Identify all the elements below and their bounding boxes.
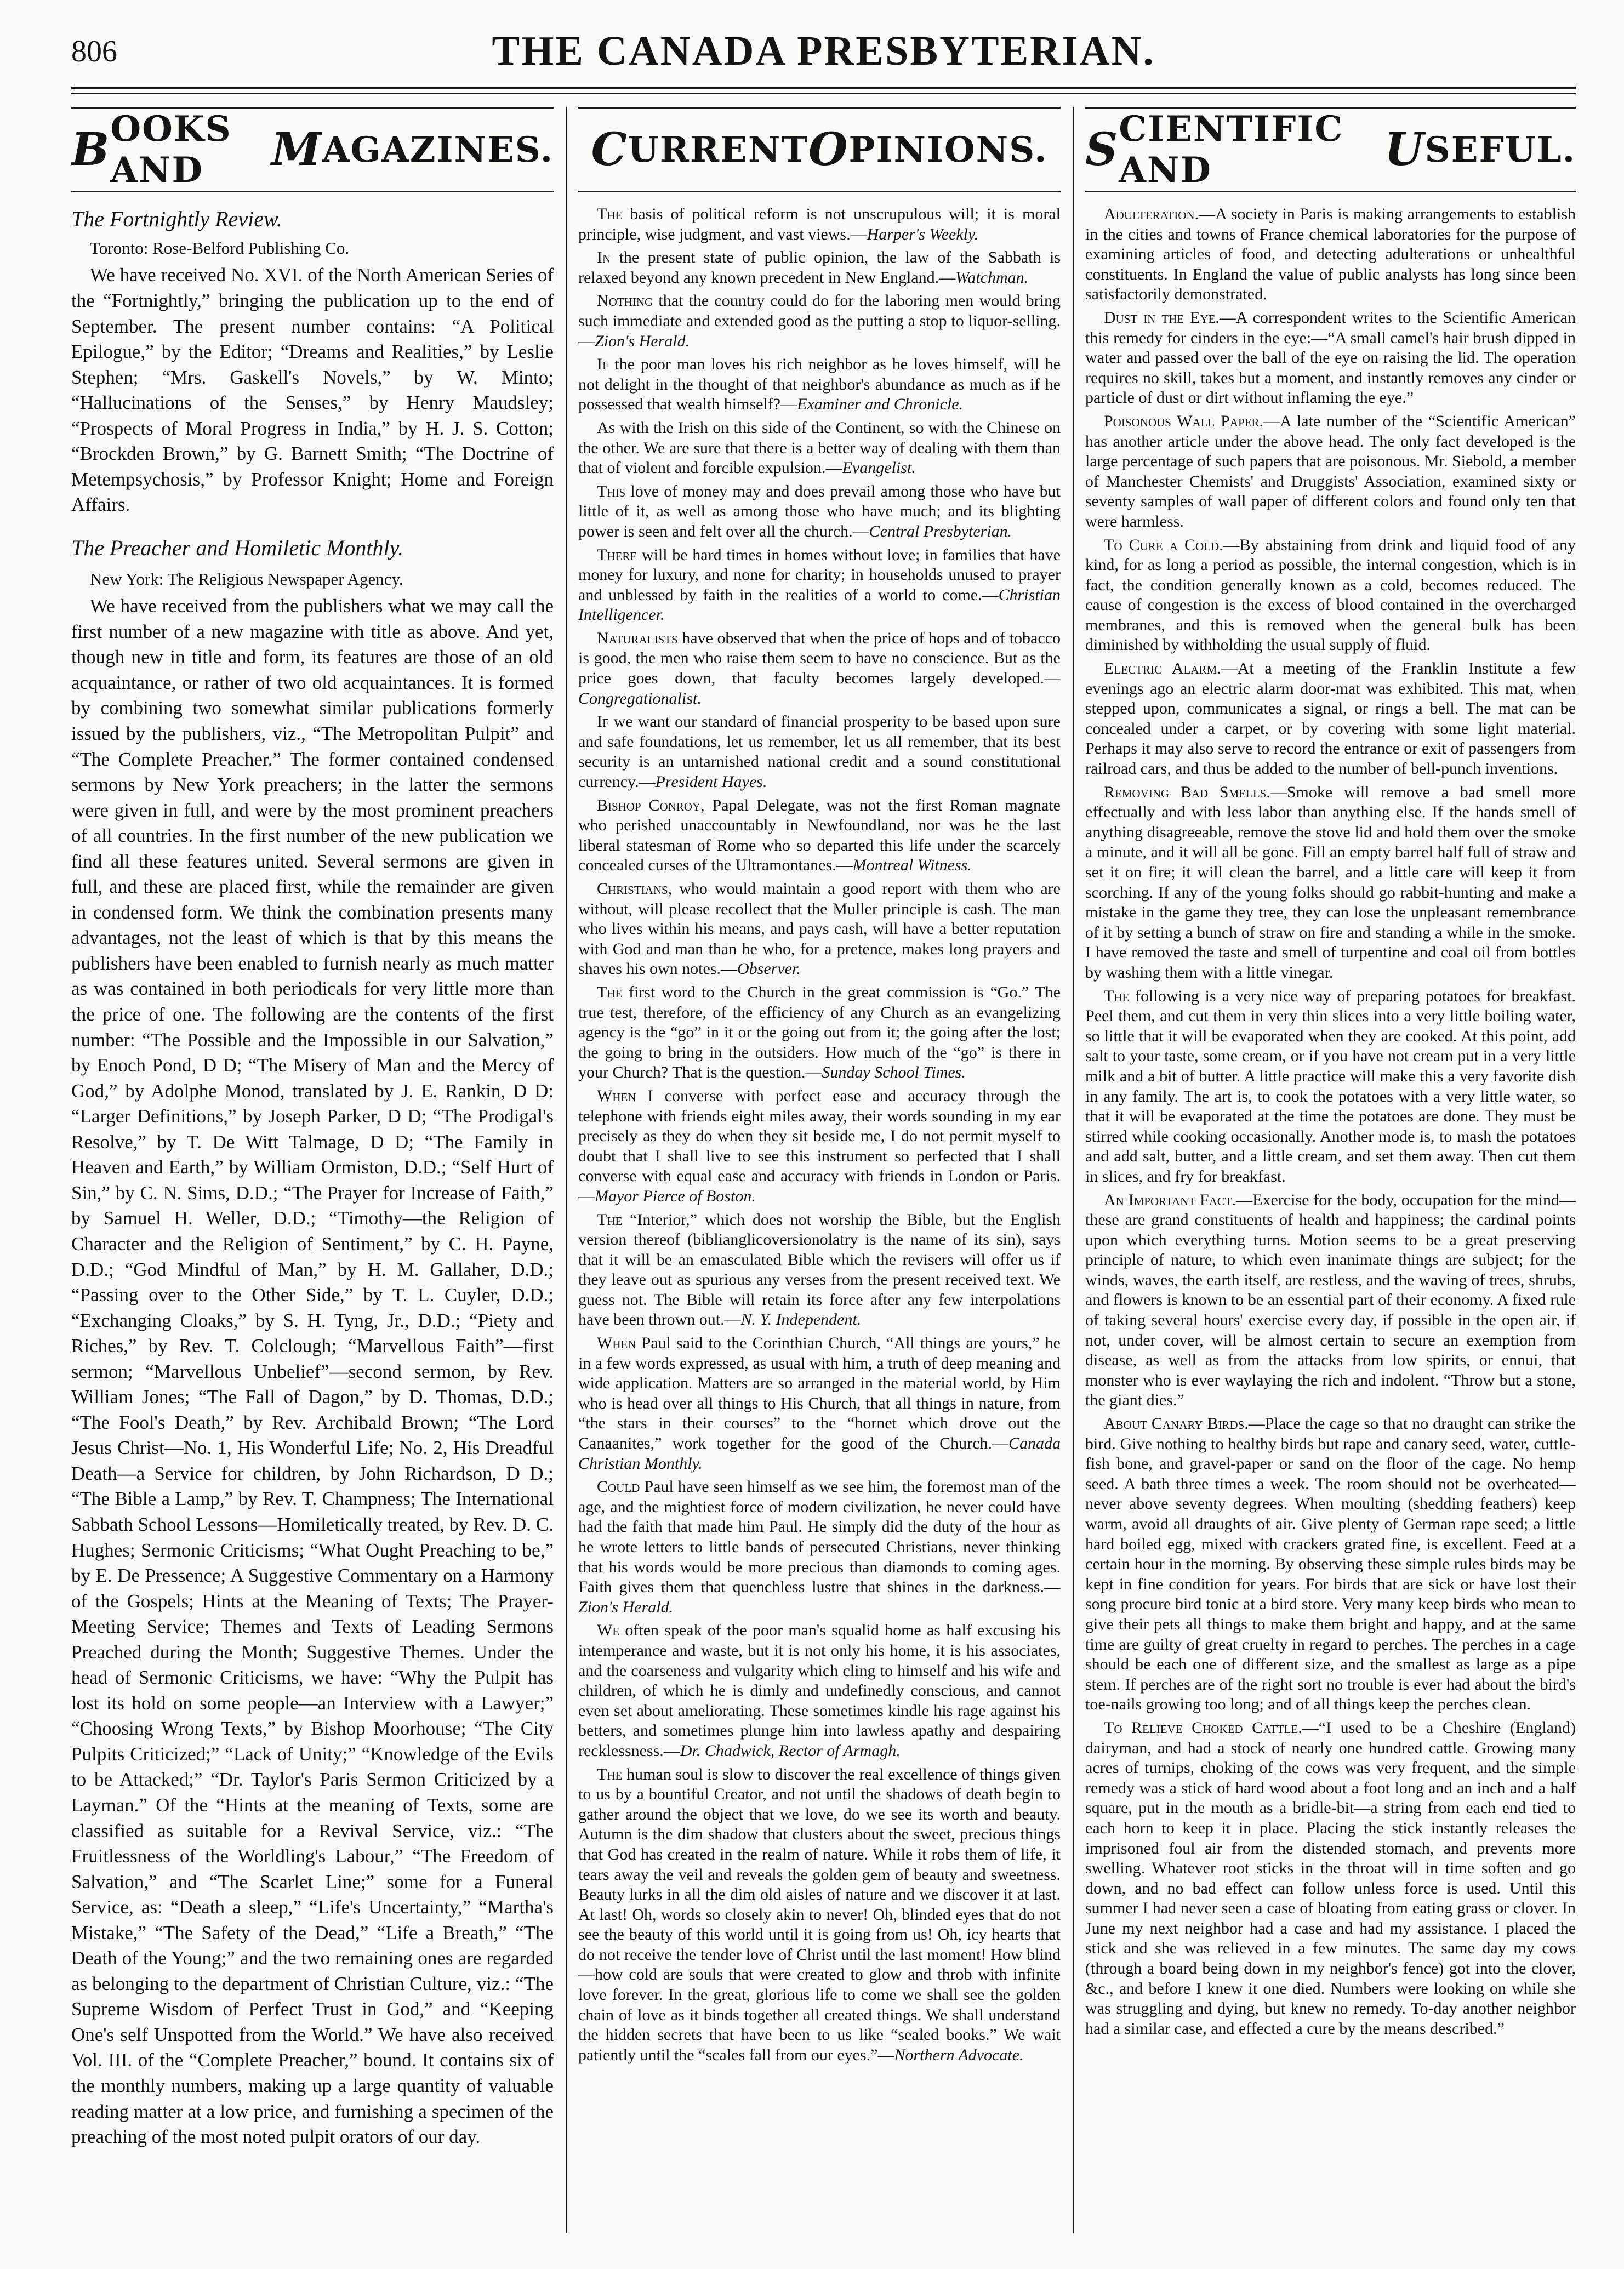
article-source: Zion's Herald. — [578, 1598, 674, 1616]
article-item — [578, 629, 1061, 709]
article-lead: Nothing — [597, 292, 653, 310]
article-lead: Dust in the Eye. — [1104, 308, 1220, 327]
review-text: We have received from the publishers what we may call the first number of a new magazine with title as above. And yet, though new in title and form, its features are those of an old acquaintance, or rather of two old acquaintances. It is formed by combining two somewhat similar publications formerly issued by the publishers, viz., “The Metropolitan Pulpit” and “The Complete Preacher.” The former contained condensed sermons by New York preachers; in the latter the sermons were given in full, and were by the most prominent preachers of all countries. In the first number of the new publication we find all these features united. Several sermons are given in full, and these are placed first, while the remainder are given in condensed form. We think the combination presents many advantages, not the least of which is that by this means the publishers have been enabled to furnish nearly as much matter as was contained in both periodicals for very little more than the price of one. The following are the contents of the first number: “The Possible and the Impossible in our Salvation,” by Enoch Pond, D D; “The Misery of Man and the Mercy of God,” by Adolphe Monod, translated by J. E. Rankin, D D: “Larger Definitions,” by Joseph Parker, D D; “The Prodigal's Resolve,” by T. De Witt Talmage, D D; “The Family in Heaven and Earth,” by William Ormiston, D.D.; “Self Hurt of Sin,” by C. N. Sims, D.D.; “The Prayer for Increase of Faith,” by Samuel H. Weller, D.D.; “Timothy—the Religion of Character and the Religion of Sentiment,” by C. H. Payne, D.D.; “God Mindful of Man,” by H. M. Gallaher, D.D.; “Passing over to the Other Side,” by T. L. Cuyler, D.D.; “Exchanging Cloaks,” by S. H. Tyng, Jr., D.D.; “Piety and Riches,” by Rev. T. Colclough; “Marvellous Faith”—first sermon; “Marvellous Unbelief”—second sermon, by Rev. William Jones; “The Fall of Dagon,” by D. Thomas, D.D.; “The Fool's Death,” by Rev. Archibald Brown; “The Lord Jesus Christ—No. 1, His Wonderful Life; No. 2, His Dreadful Death—a Service for children, by John Richardson, D D.; “The Bible a Lamp,” by Rev. T. Champness; The International Sabbath School Lessons—Homiletically treated, by Rev. D. C. Hughes; Sermonic Criticisms; “What Ought Preaching to be,” by E. De Pressence; A Suggestive Commentary on a Harmony of the Gospels; Hints at the Meaning of Texts; The Prayer-Meeting Service; Themes and Texts of Leading Sermons Preached during the Month; Suggestive Themes. Under the head of Sermonic Criticisms, we have: “Why the Pulpit has lost its hold on some people—an Interview with a Lawyer;” “Choosing Wrong Texts,” by Bishop Moorhouse; “The City Pulpits Criticized;” “Lack of Unity;” “Knowledge of the Evils to be Attacked;” “Dr. Taylor's Paris Sermon Criticized by a Layman.” Of the “Hints at the meaning of Texts, some are classified as suitable for a Revival Service, viz.: “The Fruitlessness of the Worldling's Labour,” “The Freedom of Salvation,” and “The Scarlet Line;” some for a Funeral Service, as: “Death a sleep,” “Life's Uncertainty,” “Martha's Mistake,” “The Safety of the Dead,” “Life a Breath,” “The Death of the Young;” and the two remaining ones are regarded as belonging to the department of Christian Culture, viz.: “The Supreme Wisdom of Perfect Trust in God,” and “Keeping One's self Unspotted from the World.” We have also received Vol. III. of the “Complete Preacher,” bound. It contains six of the monthly numbers, making up a large quantity of valuable reading matter at a low price, and furnishing a specimen of the preaching of the most noted pulpit orators of our day. — [71, 595, 554, 2148]
article-lead: When — [597, 1334, 636, 1353]
current-opinions-heading: C URRENT O PINIONS. — [578, 107, 1061, 192]
article-text: —A society in Paris is making arrangements to establish in the cities and towns of France chemical laboratories for the purpose of examining articles of food, and detecting adulterations or unhealthful constituents. In England the value of public analysts has long since been satisfactorily demonstrated. — [1085, 205, 1576, 304]
article-item — [578, 355, 1061, 415]
article-text: will be hard times in homes without love; in families that have money for luxury, and none for charity; in households unused to prayer and unblessed by faith in the realities of a world to come.— — [578, 545, 1061, 604]
article-source: Northern Advocate. — [894, 2045, 1024, 2064]
article-source: Harper's Weekly. — [867, 225, 979, 243]
column-divider — [1073, 107, 1074, 2233]
article-item — [578, 418, 1061, 478]
article-item — [578, 796, 1061, 876]
article-text: who would maintain a good report with them who are without, will please recollect that the Muller principle is cash. The man who lives within his means, and pays cash, will have a better reputation with God and man than he who, for a pretence, makes long prayers and shaves his own notes.— — [578, 880, 1061, 978]
books-body — [71, 204, 554, 2150]
masthead — [71, 22, 1576, 88]
article-source: Observer. — [737, 960, 801, 978]
article-lead: In — [597, 248, 611, 267]
books-magazines-heading: B OOKS AND M AGAZINES. — [71, 107, 554, 192]
article-lead: About Canary Birds. — [1104, 1415, 1249, 1433]
article-text: “Interior,” which does not worship the Bible, but the English version thereof (biblianglicoversionolatry is the name of its sin), says that it will be an emasculated Bible which the revisers will offer us if they leave out as spurious any verses from the present received text. We guess not. The Bible will retain its force after any few interpolations have been thrown out.— — [578, 1210, 1061, 1329]
article-text: that the country could do for the laboring men would bring such immediate and extended good as the putting a stop to liquor-selling.— — [578, 292, 1061, 350]
article-item — [1085, 204, 1576, 305]
article-lead: An Important Fact. — [1104, 1190, 1236, 1209]
article-text: Papal Delegate, was not the first Roman magnate who perished unaccountably in Newfoundland, nor was he the last liberal statesman of Rome who so departed this life under the scarcely concealed curses of the Ultramontanes.— — [578, 796, 1061, 875]
review-text: We have received No. XVI. of the North American Series of the “Fortnightly,” bringing the publication up to the end of September. The present number contains: “A Political Epilogue,” by the Editor; “Dreams and Realities,” by Leslie Stephen; “Mrs. Gaskell's Novels,” by W. Minto; “Hallucinations of the Senses,” by Henry Maudsley; “Prospects of Moral Progress in India,” by H. J. S. Cotton; “Brockden Brown,” by G. Barnett Smith; “The Doctrine of Metempsychosis,” by Professor Knight; Home and Foreign Affairs. — [71, 264, 554, 516]
article-item — [1085, 659, 1576, 779]
article-item — [1085, 308, 1576, 408]
article-lead: Could — [597, 1478, 640, 1496]
article-item — [578, 1086, 1061, 1207]
scientific-list — [1085, 204, 1576, 2039]
books-magazines-column — [71, 107, 554, 2233]
current-opinions-column — [578, 107, 1061, 2233]
article-text: have observed that when the price of hops and of tobacco is good, the men who raise them seem to have no conscience. But as the price goes down, that faculty becomes largely developed.— — [578, 629, 1061, 688]
article-text: —A late number of the “Scientific American” has another article under the above head. The only fact developed is the large percentage of such papers that are poisonous. Mr. Siebold, a member of Manchester Chemists' and Druggists' Association, examined sixty or seventy samples of wall paper of different colors and found only ten that were harmless. — [1085, 412, 1576, 531]
article-item — [578, 1333, 1061, 1474]
article-lead: If — [597, 712, 609, 731]
article-item — [578, 1765, 1061, 2066]
article-item — [1085, 412, 1576, 532]
article-text: the present state of public opinion, the law of the Sabbath is relaxed beyond any known precedent in New England.— — [578, 248, 1061, 287]
scientific-useful-heading: S CIENTIFIC AND U SEFUL. — [1085, 107, 1576, 192]
article-lead: To Relieve Choked Cattle. — [1104, 1718, 1302, 1737]
article-text: Paul have seen himself as we see him, the foremost man of the age, and the mightiest force of modern civilization, he never could have had the faith that made him Paul. He simply did the duty of the hour as he wrote letters to little bands of persecuted Christians, never thinking that his words would be more precious than diamonds to coming ages. Faith gives them that quenchless lustre that shines in the darkness.— — [578, 1478, 1061, 1597]
article-item — [578, 1210, 1061, 1331]
article-source: Mayor Pierce of Boston. — [595, 1187, 756, 1205]
article-source: Christian Intelligencer. — [578, 585, 1061, 624]
article-text: —Place the cage so that no draught can strike the bird. Give nothing to healthy birds but rape and canary seed, water, cuttle-fish bone, and gravel-paper or sand on the floor of the cage. No hemp seed. A bath three times a week. The room should not be overheated—never above seventy degrees. When moulting (shedding feathers) keep warm, avoid all draughts of air. Give plenty of German rape seed; a little hard boiled egg, mixed with crackers grated fine, is excellent. Feed at a certain hour in the morning. By observing these simple rules birds may be kept in fine condition for years. For birds that are sick or have lost their song procure bird tonic at a bird store. Very many keep birds who mean to give their pets all things to make them bright and happy, and at the same time are guilty of great cruelty in regard to perches. The perches in a cage should be each one of different size, and the smallest as large as a pipe stem. If perches are of the right sort no trouble is ever had about the bird's toe-nails growing too long; and of all things keep the perches clean. — [1085, 1415, 1576, 1714]
article-text: Paul said to the Corinthian Church, “All things are yours,” he in a few words expressed, as usual with him, a truth of deep meaning and wide application. Matters are so arranged in the material world, by Him who is head over all things to His Church, that all things in nature, from “the stars in their courses” to the “hornet which drove out the Canaanites,” work together for the good of the Church.— — [578, 1334, 1061, 1453]
article-source: Watchman. — [955, 268, 1029, 287]
article-item — [1085, 987, 1576, 1187]
article-text: —At a meeting of the Franklin Institute a few evenings ago an electric alarm door-mat was exhibited. This mat, when stepped upon, communicates a signal, or rings a bell. The mat can be concealed under a carpet, or by covering with some light material. Perhaps it may also serve to record the entrance or exit of passengers from railroad cars, and thus be added to the number of bell-punch inventions. — [1085, 659, 1576, 778]
article-lead: Bishop Conroy, — [597, 796, 705, 814]
article-item — [1085, 1190, 1576, 1411]
article-source: Congregationalist. — [578, 689, 702, 708]
article-lead: This — [597, 482, 626, 500]
columns — [71, 107, 1576, 2233]
article-lead: The — [1104, 987, 1130, 1005]
article-text: —Smoke will remove a bad smell more effectually and with less labor than anything else. If the hands smell of anything disagreeable, remove the stove lid and hold them over the smoke a minute, and it will all be gone. Fill an empty barrel half full of straw and set it on fire; it will clean the barrel, and a little care will keep it from scorching. If any of the young folks should go rabbit-hunting and make a mistake in the game they tree, they can lose the unpleasant remembrance of it by setting a bunch of straw on fire and standing a while in the smoke. I have removed the taste and smell of turpentine and coal oil from bottles by washing them with a little vinegar. — [1085, 783, 1576, 982]
article-source: Zion's Herald. — [595, 332, 690, 350]
article-source: Montreal Witness. — [852, 856, 972, 875]
article-source: Sunday School Times. — [822, 1063, 966, 1082]
article-item — [578, 248, 1061, 288]
article-item — [578, 983, 1061, 1083]
article-item — [1085, 783, 1576, 983]
article-text: basis of political reform is not unscrupulous will; it is moral principle, wise judgment, and vast views.— — [578, 205, 1061, 243]
article-source: Canada Christian Monthly. — [578, 1434, 1061, 1473]
article-lead: The — [597, 205, 623, 223]
article-source: Central Presbyterian. — [869, 522, 1012, 540]
article-text: love of money may and does prevail among those who have but little of it, as well as among those who have much; and its blighting power is seen and felt over all the church.— — [578, 482, 1061, 540]
article-lead: The — [597, 1765, 623, 1783]
article-text: —Exercise for the body, occupation for the mind—these are grand constituents of health and happiness; the cardinal points upon which everything turns. Motion seems to be a great preserving principle of nature, to which even inanimate things are subject; for the winds, waves, the earth itself, are restless, and the waving of trees, shrubs, and flowers is known to be an essential part of their economy. A fixed rule of taking several hours' exercise every day, if possible in the open air, if not, under cover, will be almost certain to secure an exemption from disease, as well as from the attacks from low spirits, or ennui, that monster who is ever waylaying the rich and indolent. “Throw but a stone, the giant dies.” — [1085, 1190, 1576, 1410]
article-item — [578, 204, 1061, 244]
review-publisher: New York: The Religious Newspaper Agency. — [90, 569, 403, 589]
article-item — [578, 1621, 1061, 1761]
opinions-list — [578, 204, 1061, 2065]
article-item — [578, 712, 1061, 792]
article-source: President Hayes. — [655, 773, 767, 791]
article-text: —A correspondent writes to the Scientific American this remedy for cinders in the eye:—“A small camel's hair brush dipped in water and passed over the ball of the eye on raising the lid. The operation requires no skill, takes but a moment, and instantly removes any cinder or particle of dust or dirt without inflaming the eye.” — [1085, 308, 1576, 407]
article-lead: To Cure a Cold. — [1104, 535, 1223, 554]
article-source: Dr. Chadwick, Rector of Armagh. — [680, 1741, 901, 1760]
scientific-useful-column — [1085, 107, 1576, 2233]
article-source: Evangelist. — [842, 459, 916, 477]
article-lead: Adulteration. — [1104, 205, 1199, 223]
article-text: following is a very nice way of preparing potatoes for breakfast. Peel them, and cut them in very thin slices into a very little boiling water, so little that it will be evaporated when they are cooked. At this point, add salt to your taste, some cream, or if you have not cream put in a very little milk and a bit of butter. A little practice will make this a very favorite dish in any family. The art is, to cook the potatoes with a very little water, so that it will be evaporated at the time the potatoes are done. They must be stirred while cooking occasionally. Another mode is, to mash the potatoes and add salt, butter, and a little cream, and set them away. Then cut them in slices, and fry for breakfast. — [1085, 987, 1576, 1185]
article-text: —“I used to be a Cheshire (England) dairyman, and had a stock of nearly one hundred cattle. Growing many acres of turnips, choking of the cows was very frequent, and the simple remedy was a stick of hard wood about a foot long and an inch and a half square, put in the mouth as a bridle-bit—a string from each end tied to each horn to keep it in place. Placing the stick instantly releases the imprisoned foul air from the distended stomach, and prevents more swelling. Whatever root sticks in the throat will in time soften and go down, and no bad effect can follow unless force is used. Until this summer I had never seen a case of bloating from eating grass or clover. In June my next neighbor had a case and had my assistance. I placed the stick and she was relieved in a few minutes. The same day my cows (through a board being down in my neighbor's fence) got into the clover, &c., and before I knew it one died. Numbers were looking on while she was struggling and dying, but knew no remedy. To-day another neighbor had a similar case, and effected a cure by the means described.” — [1085, 1718, 1576, 2038]
review-publisher: Toronto: Rose-Belford Publishing Co. — [90, 238, 350, 258]
article-item — [1085, 1718, 1576, 2039]
article-text: human soul is slow to discover the real excellence of things given to us by a bountiful Creator, and not until the shadows of death begin to gather around the object that we love, do we see its worth and beauty. Autumn is the dim shadow that clusters about the sweet, precious things that God has created in the realm of nature. While it robs them of life, it tears away the veil and reveals the golden gem of beauty and sweetness. Beauty lurks in all the dim old aisles of nature and we discover it at last. At last! Oh, words so closely akin to never! Oh, blinded eyes that do not see the beauty of this world until it is going from us! Oh, icy hearts that do not receive the tender love of Christ until the last moment! How blind—how cold are souls that were created to glow and throb with infinite love forever. In the great, glorious life to come we shall see the golden chain of love as it binds together all created things. We shall understand the hidden secrets that have been to us like “sealed books.” We wait patiently until the “scales fall from our eyes.”— — [578, 1765, 1061, 2064]
review-title: The Fortnightly Review. — [71, 207, 282, 231]
article-source: N. Y. Independent. — [740, 1310, 862, 1329]
article-item — [578, 1477, 1061, 1617]
column-divider — [566, 107, 567, 2233]
article-lead: As — [597, 418, 616, 437]
article-text: often speak of the poor man's squalid home as half excusing his intemperance and waste, but it is not only his home, it is his associates, and the coarseness and vulgarity which cling to himself and his wife and children, of which he is dimly and undefinedly conscious, and cannot even set about ameliorating. These sometimes kindle his rage against his betters, and sometimes plunge him into lawless apathy and despairing recklessness.— — [578, 1621, 1061, 1760]
article-item — [1085, 1414, 1576, 1715]
article-item — [578, 545, 1061, 625]
article-item — [1085, 535, 1576, 656]
article-lead: There — [597, 545, 637, 564]
review-title: The Preacher and Homiletic Monthly. — [71, 535, 404, 560]
article-source: Examiner and Chronicle. — [797, 395, 964, 414]
article-lead: When — [597, 1086, 636, 1105]
article-text: we want our standard of financial prosperity to be based upon sure and safe foundations, let us remember, let us all remember, that its best security is an untarnished national credit and a sound constitutional currency.— — [578, 712, 1061, 791]
article-lead: The — [597, 983, 623, 1001]
article-lead: Removing Bad Smells. — [1104, 783, 1270, 801]
masthead-rule — [71, 87, 1576, 89]
article-item — [578, 482, 1061, 542]
article-lead: We — [597, 1621, 620, 1640]
article-text: with the Irish on this side of the Continent, so with the Chinese on the other. We are sure that there is a better way of dealing with them than that of violent and forcible expulsion.— — [578, 418, 1061, 477]
article-lead: If — [597, 355, 609, 374]
newspaper-page — [71, 22, 1576, 2247]
article-text: I converse with perfect ease and accuracy through the telephone with friends eight miles away, their words sounding in my ear precisely as they do when they sit beside me, I do not permit myself to doubt that I shall live to see this instrument so perfected that I shall converse with equal ease and accuracy with friends in London or Paris.— — [578, 1086, 1061, 1205]
masthead-rule-thin — [71, 93, 1576, 94]
article-item — [578, 879, 1061, 979]
article-lead: Naturalists — [597, 629, 678, 647]
article-lead: Poisonous Wall Paper. — [1104, 412, 1264, 430]
article-lead: Christians, — [597, 880, 673, 898]
article-lead: The — [597, 1210, 623, 1229]
article-text: —By abstaining from drink and liquid food of any kind, for as long a period as possible, the internal congestion, which is in fact, the condition generally known as a cold, becomes reduced. The cause of congestion is the excess of blood contained in the overcharged membranes, and this is removed when the general bulk has been diminished by withholding the usual supply of fluid. — [1085, 535, 1576, 654]
article-lead: Electric Alarm. — [1104, 659, 1221, 678]
article-item — [578, 291, 1061, 351]
article-text: first word to the Church in the great commission is “Go.” The true test, therefore, of the efficiency of any Church as an evangelizing agency is the “go” in it or the going out from it; the going after the lost; the going to bring in the outsiders. How much of the “go” is there in your Church? That is the question.— — [578, 983, 1061, 1082]
newspaper-title: THE CANADA PRESBYTERIAN. — [492, 28, 1155, 74]
page-number: 806 — [71, 35, 117, 69]
article-text: the poor man loves his rich neighbor as he loves himself, will he not delight in the thought of that neighbor's abundance as much as if he possessed that wealth himself?— — [578, 355, 1061, 414]
